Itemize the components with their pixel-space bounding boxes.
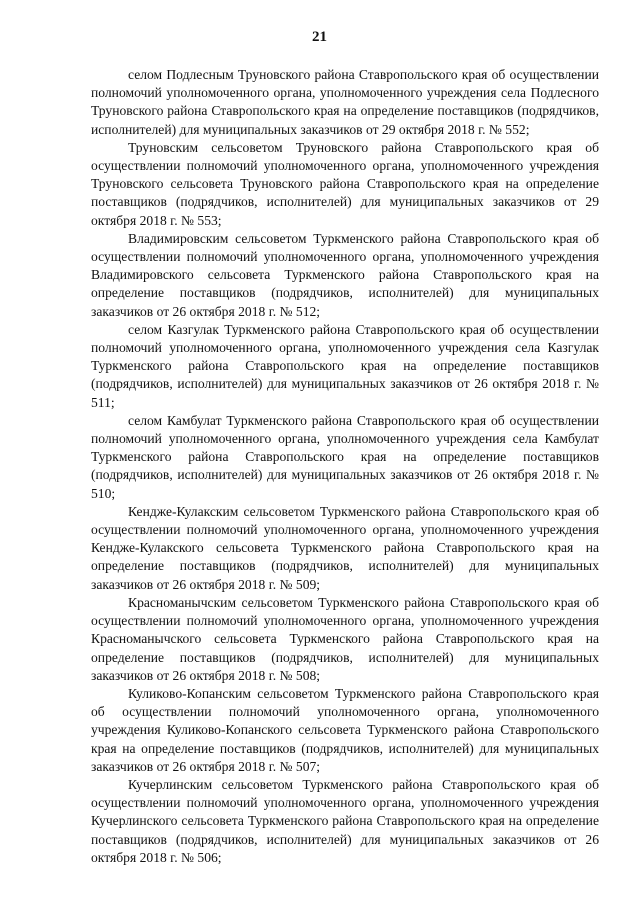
- paragraph-kendzhe-kulaksky: Кендже-Кулакским сельсоветом Туркменского района Ставропольского края об осуществлении полномочий уполномоченного органа, уполномоченного учреждения Кендже-Кулакского сельсовета Туркменского района Ставропольского края на определение поставщиков (подрядчиков, исполнителей) для муниципальных заказчиков от 26 октября 2018 г. № 509;: [91, 503, 599, 592]
- page-number: 21: [312, 29, 327, 45]
- paragraph-kazgulak: селом Казгулак Туркменского района Ставропольского края об осуществлении полномочий уполномоченного органа, уполномоченного учреждения села Казгулак Туркменского района Ставропольского края на определение поставщиков (подрядчиков, исполнителей) для муниципальных заказчиков от 26 октября 2018 г. № 511;: [91, 321, 599, 410]
- paragraph-kambulat: селом Камбулат Туркменского района Ставропольского края об осуществлении полномочий уполномоченного органа, уполномоченного учреждения села Камбулат Туркменского района Ставропольского края на определение поставщиков (подрядчиков, исполнителей) для муниципальных заказчиков от 26 октября 2018 г. № 510;: [91, 412, 599, 501]
- paragraph-podlesnoe: селом Подлесным Труновского района Ставропольского края об осуществлении полномочий уполномоченного органа, уполномоченного учреждения села Подлесного Труновского района Ставропольского края на определение поставщиков (подрядчиков, исполнителей) для муниципальных заказчиков от 29 октября 2018 г. № 552;: [91, 67, 599, 137]
- document-body: [91, 66, 599, 867]
- paragraph-vladimirovsky: Владимировским сельсоветом Туркменского района Ставропольского края об осуществлении полномочий уполномоченного органа, уполномоченного учреждения Владимировского сельсовета Туркменского района Ставропольского края на определение поставщиков (подрядчиков, исполнителей) для муниципальных заказчиков от 26 октября 2018 г. № 512;: [91, 230, 599, 319]
- paragraph-kucherlinsky: Кучерлинским сельсоветом Туркменского района Ставропольского края об осуществлении полномочий уполномоченного органа, уполномоченного учреждения Кучерлинского сельсовета Туркменского района Ставропольского края на определение поставщиков (подрядчиков, исполнителей) для муниципальных заказчиков от 26 октября 2018 г. № 506;: [91, 776, 599, 865]
- paragraph-kulikovo-kopansky: Куликово-Копанским сельсоветом Туркменского района Ставропольского края об осуществлении полномочий уполномоченного органа, уполномоченного учреждения Куликово-Копанского сельсовета Туркменского района Ставропольского края на определение поставщиков (подрядчиков, исполнителей) для муниципальных заказчиков от 26 октября 2018 г. № 507;: [91, 685, 599, 774]
- paragraph-trunovsky: Труновским сельсоветом Труновского района Ставропольского края об осуществлении полномочий уполномоченного органа, уполномоченного учреждения Труновского сельсовета Труновского района Ставропольского края на определение поставщиков (подрядчиков, исполнителей) для муниципальных заказчиков от 29 октября 2018 г. № 553;: [91, 139, 599, 228]
- paragraph-krasnomanychsky: Красноманычским сельсоветом Туркменского района Ставропольского края об осуществлении полномочий уполномоченного органа, уполномоченного учреждения Красноманычского сельсовета Туркменского района Ставропольского края на определение поставщиков (подрядчиков, исполнителей) для муниципальных заказчиков от 26 октября 2018 г. № 508;: [91, 594, 599, 683]
